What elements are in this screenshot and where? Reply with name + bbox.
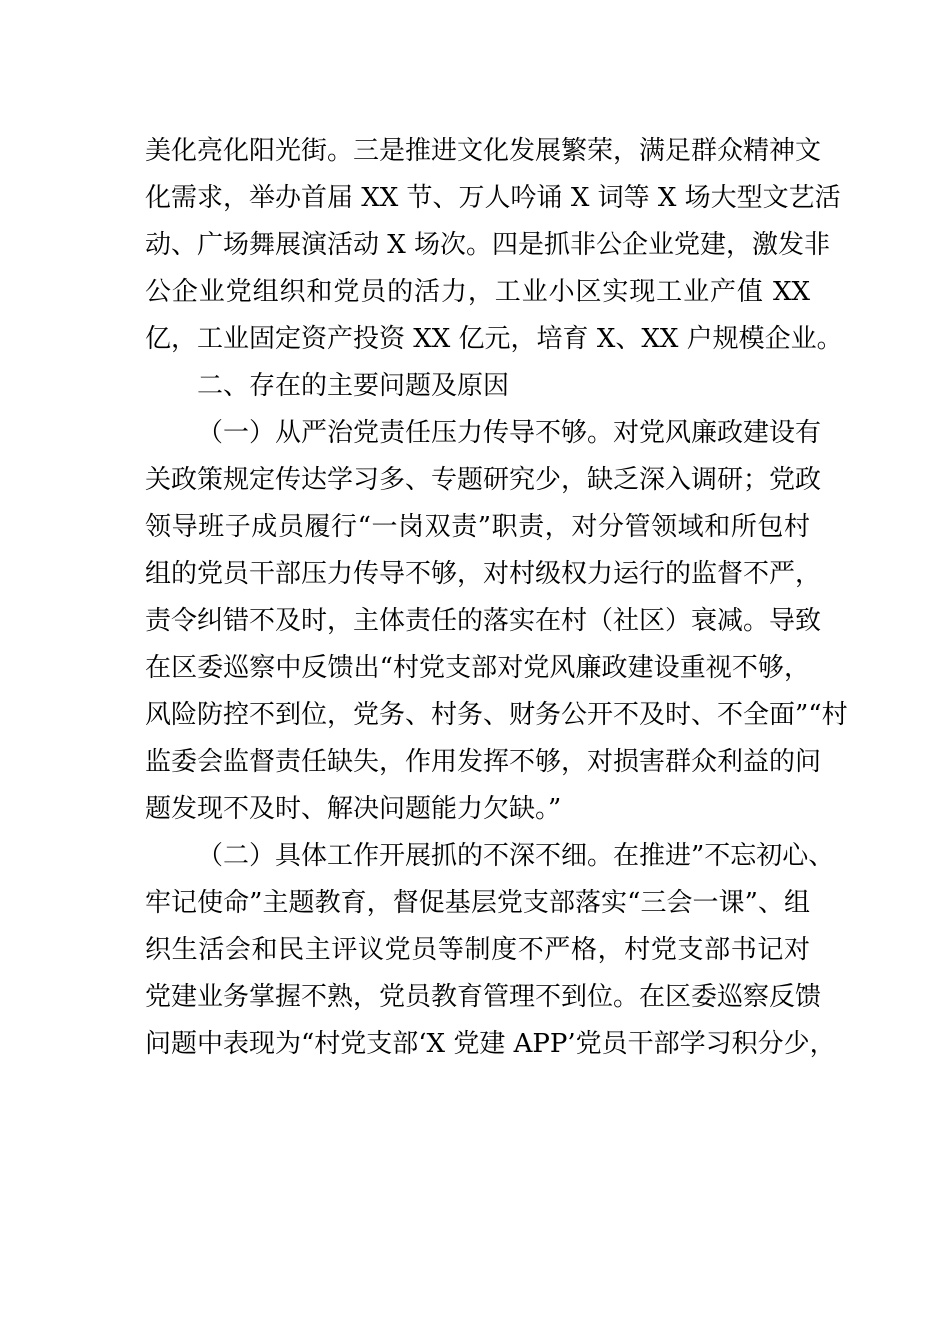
text-line: 党建业务掌握不熟，党员教育管理不到位。在区委巡察反馈	[145, 982, 822, 1012]
text-line: 监委会监督责任缺失，作用发挥不够，对损害群众利益的问	[145, 747, 822, 777]
text-line: 公企业党组织和党员的活力，工业小区实现工业产值 XX	[145, 277, 810, 307]
text-line: 亿，工业固定资产投资 XX 亿元，培育 X、XX 户规模企业。	[145, 324, 843, 354]
text-line: 题发现不及时、解决问题能力欠缺。”	[145, 794, 562, 824]
text-line: （一）从严治党责任压力传导不够。对党风廉政建设有	[197, 418, 822, 448]
section-heading	[145, 363, 810, 410]
text-line: （二）具体工作开展抓的不深不细。在推进”不忘初心、	[197, 841, 835, 871]
text-line: 关政策规定传达学习多、专题研究少，缺乏深入调研；党政	[145, 465, 822, 495]
section-heading-text: 二、存在的主要问题及原因	[197, 371, 510, 401]
text-line: 领导班子成员履行“一岗双责”职责，对分管领域和所包村	[145, 512, 810, 542]
text-line: 化需求，举办首届 XX 节、万人吟诵 X 词等 X 场大型文艺活	[145, 183, 841, 213]
text-line: 责令纠错不及时，主体责任的落实在村（社区）衰减。导致	[145, 606, 822, 636]
text-line: 在区委巡察中反馈出“村党支部对党风廉政建设重视不够，	[145, 653, 810, 683]
paragraph-problem-two	[145, 833, 836, 1068]
text-line: 组的党员干部压力传导不够，对村级权力运行的监督不严，	[145, 559, 822, 589]
text-line: 问题中表现为“村党支部‘X 党建 APP’党员干部学习积分少，	[145, 1029, 836, 1059]
text-line: 牢记使命”主题教育，督促基层党支部落实“三会一课”、组	[145, 888, 810, 918]
text-line: 织生活会和民主评议党员等制度不严格，村党支部书记对	[145, 935, 810, 965]
text-line: 美化亮化阳光街。三是推进文化发展繁荣，满足群众精神文	[145, 136, 822, 166]
document-body	[145, 128, 848, 1068]
paragraph-achievements	[145, 128, 843, 363]
text-line: 动、广场舞展演活动 X 场次。四是抓非公企业党建，激发非	[145, 230, 831, 260]
text-line: 风险防控不到位，党务、村务、财务公开不及时、不全面”“村	[145, 700, 848, 730]
paragraph-problem-one	[145, 410, 848, 833]
